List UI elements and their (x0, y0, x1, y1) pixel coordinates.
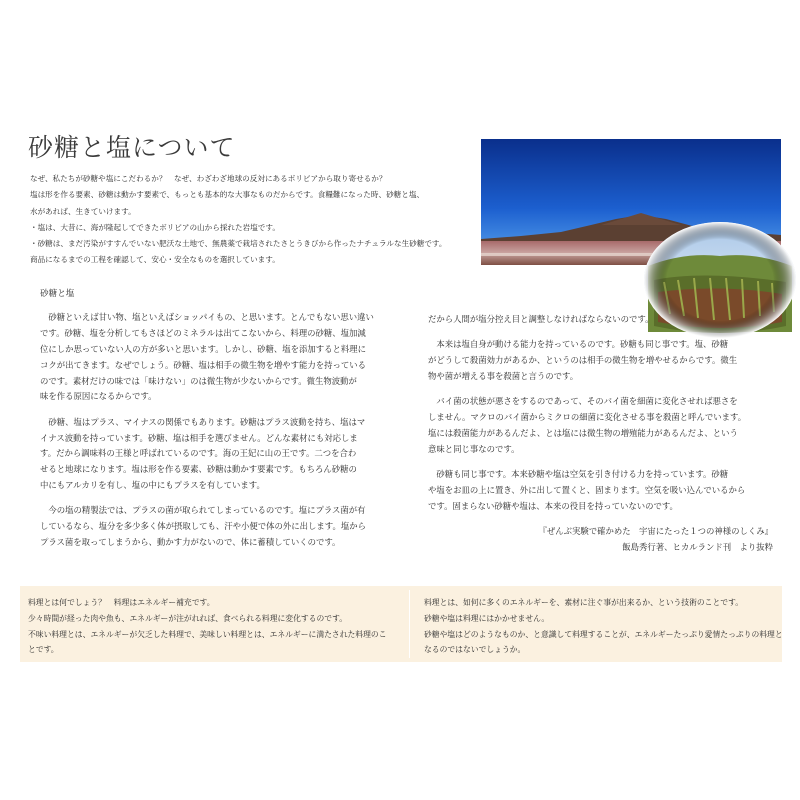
text-line: 今の塩の精製法では、プラスの菌が取られてしまっているのです。塩にプラス菌が有 (40, 505, 366, 516)
intro-line: 水があれば、生きていけます。 (30, 206, 136, 216)
text-line: す。だから調味料の王様と呼ばれているのです。海の王妃に山の王です。二つを合わ (40, 448, 357, 459)
intro-line: ・砂糖は、まだ汚染がすすんでいない肥沃な土地で、無農薬で栽培されたさとうきびから作ったナチュラルな生砂糖です。 (30, 239, 447, 249)
paragraph (428, 312, 773, 328)
intro-text (30, 171, 475, 269)
text-line: 料理とは何でしょう？ 料理はエネルギー補充です。 (28, 598, 215, 607)
text-line: 砂糖や塩は料理にはかかせません。 (424, 613, 550, 623)
quote-citation: 飯島秀行著、ヒカルランド刊 より抜粋 (622, 542, 773, 553)
intro-line: なぜ、私たちが砂糖や塩にこだわるか？ なぜ、わざわざ地球の反対にあるボリビアから取り寄せるか？ (30, 174, 387, 183)
text-line: です。固まらない砂糖や塩は、本来の役目を持っていないのです。 (428, 500, 678, 511)
bottom-right-box (424, 595, 783, 658)
paragraph (428, 467, 773, 515)
quote-title: 『ぜんぶ実験で確かめた 宇宙にたった１つの神様のしくみ』 (538, 526, 773, 537)
text-line: です。砂糖、塩を分析してもさほどのミネラルは出てこないから、料理の砂糖、塩加減 (40, 327, 366, 338)
bottom-info-band (20, 586, 782, 662)
text-line: イナス波動を持っています。砂糖、塩は相手を選びません。どんな素材にも対応しま (40, 432, 358, 443)
intro-line: 商品になるまでの工程を確認して、安心・安全なものを選択しています。 (30, 255, 280, 265)
box-divider (409, 590, 410, 658)
bottom-left-box (28, 595, 408, 658)
text-line: 本来は塩自身が動ける能力を持っているのです。砂糖も同じ事です。塩、砂糖 (428, 339, 729, 350)
source-quote (428, 524, 773, 556)
text-line: バイ菌の状態が悪さをするのであって、そのバイ菌を細菌に変化させれば悪さを (428, 396, 738, 407)
section-heading: 砂糖と塩 (40, 289, 75, 299)
text-line: だから人間が塩分控え目と調整しなければならないのです。 (428, 314, 654, 324)
text-line: 砂糖も同じ事です。本来砂糖や塩は空気を引き付ける力を持っています。砂糖 (428, 469, 729, 480)
text-line: 中にもアルカリを有し、塩の中にもプラスを有しています。 (40, 480, 265, 491)
paragraph (40, 503, 390, 551)
text-line: 砂糖や塩はどのようなものか、と意識して料理することが、エネルギーたっぷり愛情たっぷりの料理と (424, 629, 783, 639)
text-line: 意味と同じ事なのです。 (428, 443, 520, 454)
text-line: のです。素材だけの味では「味けない」のは微生物が少ないからです。微生物波動が (40, 375, 357, 386)
page-title: 砂糖と塩について (28, 133, 236, 162)
paragraph (428, 337, 773, 385)
text-line: 少々時間が経った肉や魚も、エネルギーが注がれれば、食べられる料理に変化するのです。 (28, 613, 348, 623)
text-line: 味を作る原因になるからです。 (40, 391, 157, 402)
intro-line: 塩は形を作る要素、砂糖は動かす要素で、もっとも基本的な大事なものだからです。食糧難になった時、砂糖と塩、 (30, 190, 425, 200)
text-line: とです。 (28, 645, 59, 655)
text-line: 物や菌が増える事を殺菌と言うのです。 (428, 371, 579, 382)
text-line: コクが出てきます。なぜでしょう。砂糖、塩は相手の微生物を増やす能力を持っている (40, 359, 366, 370)
text-line: プラス菌を取ってしまうから、動かす力がないので、体に蓄積していくのです。 (40, 537, 341, 548)
right-column (428, 312, 773, 556)
text-line: がどうして殺菌効力があるか、というのは相手の微生物を増やせるからです。微生 (428, 355, 738, 366)
text-line: 不味い料理とは、エネルギーが欠乏した料理で、美味しい料理とは、エネルギーに満たされた料理のこ (28, 629, 387, 639)
paragraph (40, 310, 390, 405)
text-line: しません。マクロのバイ菌からミクロの細菌に変化させる事を殺菌と呼んでいます。 (428, 412, 747, 423)
text-line: 塩には殺菌能力があるんだよ、とは塩には微生物の増殖能力があるんだよ、という (428, 428, 738, 439)
paragraph (428, 394, 773, 458)
text-line: せると地球になります。塩は形を作る要素、砂糖は動かす要素です。もちろん砂糖の (40, 464, 357, 475)
text-line: なるのではないでしょうか。 (424, 645, 526, 655)
text-line: 砂糖、塩はプラス、マイナスの関係でもあります。砂糖はプラス波動を持ち、塩はマ (40, 416, 366, 427)
text-line: 砂糖といえば甘い物、塩といえばショッパイもの、と思います。とんでもない思い違い (40, 311, 374, 322)
text-line: 位にしか思っていない人の方が多いと思います。しかし、砂糖、塩を添加すると料理に (40, 343, 366, 354)
left-column (40, 287, 390, 560)
text-line: 料理とは、如何に多くのエネルギーを、素材に注ぐ事が出来るか、という技術のことです。 (424, 598, 744, 607)
intro-line: ・塩は、大昔に、海が隆起してできたボリビアの山から採れた岩塩です。 (30, 222, 280, 232)
text-line: や塩をお皿の上に置き、外に出して置くと、固まります。空気を吸い込んでいるから (428, 485, 746, 496)
paragraph (40, 415, 390, 495)
text-line: しているなら、塩分を多少多く体が摂取しても、汗や小便で体の外に出します。塩から (40, 521, 366, 532)
